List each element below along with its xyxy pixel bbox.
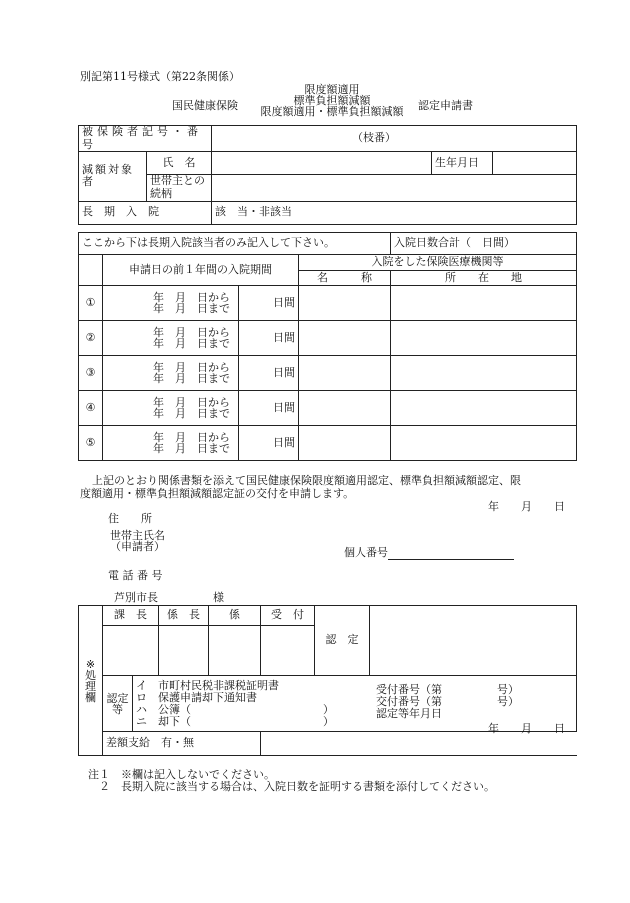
head-name-label-1: 世帯主氏名 [110, 529, 165, 542]
stamp-label-subsection-chief: 係 長 [159, 606, 209, 626]
address-header: 所 在 地 [391, 271, 577, 286]
stamp-label-section-chief: 課 長 [103, 606, 159, 626]
period-field[interactable] [103, 426, 239, 461]
period-from: 年 月 日から [153, 291, 230, 304]
institution-address-field[interactable] [391, 391, 577, 426]
institution-address-field[interactable] [391, 321, 577, 356]
period-to: 年 月 日まで [153, 337, 230, 350]
days-field[interactable]: 日間 [239, 286, 299, 321]
title-middle-1: 限度額適用 [304, 83, 360, 96]
row-number: ③ [79, 356, 103, 391]
row-no-header [79, 255, 103, 286]
row-number: ① [79, 286, 103, 321]
cert-item[interactable]: ロ 保護申請却下通知書 [136, 690, 257, 704]
form-number: 別記第11号様式（第22条関係） [80, 70, 240, 83]
cert-date-label: 認定等年月日 [376, 707, 442, 720]
table-row [79, 356, 577, 391]
period-field[interactable] [103, 391, 239, 426]
institution-name-field[interactable] [299, 321, 391, 356]
institution-address-field[interactable] [391, 426, 577, 461]
diff-pay[interactable]: 差額支給 有・無 [103, 732, 261, 756]
addressee: 芦別市長 様 [114, 591, 224, 604]
institution-address-field[interactable] [391, 286, 577, 321]
name-field[interactable] [212, 152, 432, 175]
period-header: 申請日の前１年間の入院期間 [103, 255, 299, 286]
institution-name-field[interactable] [299, 286, 391, 321]
office-side-char-2: 理 [85, 679, 96, 693]
declaration-line-2: 度額適用・標準負担額減額認定証の交付を申請します。 [80, 487, 355, 500]
days-field[interactable]: 日間 [239, 356, 299, 391]
cert-date[interactable]: 年 月 日 [488, 722, 565, 735]
insured-table [78, 125, 577, 225]
note-1: 注１ ※欄は記入しないでください。 [88, 768, 275, 781]
long-stay-value[interactable]: 該 当・非該当 [212, 201, 577, 224]
cert-number-block [376, 684, 519, 720]
institution-name-field[interactable] [299, 356, 391, 391]
period-from: 年 月 日から [153, 361, 230, 374]
address-label: 住 所 [108, 512, 152, 525]
table-row [79, 426, 577, 461]
days-field[interactable]: 日間 [239, 391, 299, 426]
birth-field[interactable] [493, 152, 577, 175]
insured-number-label: 被保険者記号・番号 [79, 126, 212, 152]
phone-label: 電 話 番 号 [108, 569, 163, 582]
receipt-number[interactable]: 受付番号（第 号） [376, 683, 519, 696]
days-field[interactable]: 日間 [239, 426, 299, 461]
relation-label: 世帯主との続柄 [147, 175, 212, 201]
stamp-label-reception: 受 付 [261, 606, 315, 626]
institution-name-field[interactable] [299, 426, 391, 461]
name-header: 名 称 [299, 271, 391, 286]
target-label: 減額対象者 [79, 152, 147, 201]
title-middle [252, 84, 412, 117]
hospital-note: ここから下は長期入院該当者のみ記入して下さい。 [79, 233, 391, 255]
insured-number-field[interactable] [212, 126, 577, 152]
approve-label: 認 定 [315, 606, 370, 676]
cert-label-2: 等 [112, 702, 123, 716]
table-row [79, 286, 577, 321]
name-label: 氏 名 [147, 152, 212, 175]
cert-item[interactable]: ニ 却下（ ） [136, 714, 334, 728]
title-left: 国民健康保険 [172, 99, 238, 112]
branch-label: （枝番） [352, 131, 397, 145]
hospital-table [78, 232, 577, 461]
office-side-label [79, 606, 103, 756]
stamp-reception[interactable] [261, 626, 315, 676]
office-side-char-3: 欄 [85, 690, 96, 704]
period-to: 年 月 日まで [153, 302, 230, 315]
period-to: 年 月 日まで [153, 407, 230, 420]
my-number-field[interactable] [388, 547, 514, 560]
birth-label: 生年月日 [432, 152, 493, 175]
my-number[interactable] [344, 544, 514, 560]
head-name-label-2: （申請者） [110, 540, 165, 553]
long-stay-label: 長 期 入 院 [79, 201, 212, 224]
title-middle-2: 標準負担額減額 [293, 94, 371, 107]
office-side-char-1: 処 [85, 668, 96, 682]
my-number-label: 個人番号 [344, 546, 388, 559]
period-from: 年 月 日から [153, 326, 230, 339]
cert-item[interactable]: イ 市町村民税非課税証明書 [136, 678, 279, 692]
period-to: 年 月 日まで [153, 442, 230, 455]
cert-item[interactable]: ハ 公簿（ ） [136, 702, 334, 716]
stamp-label-staff: 係 [209, 606, 261, 626]
table-row [79, 391, 577, 426]
head-name-label [110, 530, 165, 552]
title-middle-3: 限度額適用・標準負担額減額 [260, 105, 404, 118]
institution-address-field[interactable] [391, 356, 577, 391]
relation-field[interactable] [212, 175, 577, 201]
row-number: ⑤ [79, 426, 103, 461]
table-row [79, 321, 577, 356]
row-number: ④ [79, 391, 103, 426]
application-date[interactable]: 年 月 日 [488, 500, 565, 513]
period-field[interactable] [103, 356, 239, 391]
total-days[interactable]: 入院日数合計（ 日間） [391, 233, 577, 255]
period-to: 年 月 日まで [153, 372, 230, 385]
period-from: 年 月 日から [153, 431, 230, 444]
declaration-line-1: 上記のとおり関係書類を添えて国民健康保険限度額適用認定、標準負担額減額認定、限 [92, 474, 521, 487]
approve-stamp-field[interactable] [370, 606, 577, 676]
period-field[interactable] [103, 286, 239, 321]
institution-header: 入院をした保険医療機関等 [299, 255, 577, 271]
cert-label-1: 認定 [106, 691, 129, 705]
issue-number[interactable]: 交付番号（第 号） [376, 695, 519, 708]
row-number: ② [79, 321, 103, 356]
title-right: 認定申請書 [418, 99, 473, 112]
institution-name-field[interactable] [299, 391, 391, 426]
note-2: ２ 長期入院に該当する場合は、入院日数を証明する書類を添付してください。 [88, 780, 495, 793]
stamp-staff[interactable] [209, 626, 261, 676]
stamp-section-chief[interactable] [103, 626, 159, 676]
office-side-mark: ※ [85, 657, 96, 671]
cert-label [103, 676, 133, 732]
period-from: 年 月 日から [153, 396, 230, 409]
period-field[interactable] [103, 321, 239, 356]
days-field[interactable]: 日間 [239, 321, 299, 356]
stamp-subsection-chief[interactable] [159, 626, 209, 676]
